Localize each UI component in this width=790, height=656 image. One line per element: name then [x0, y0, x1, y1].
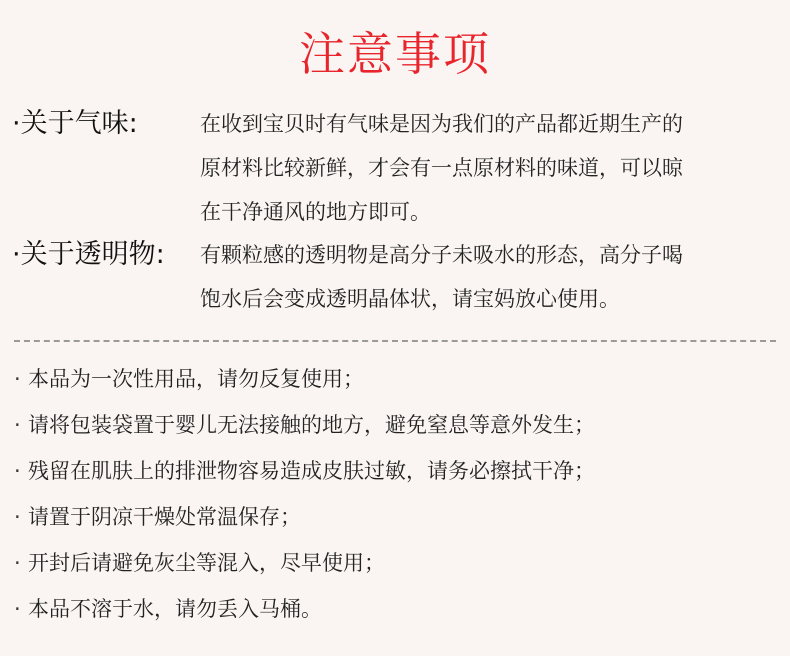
section-label: ·关于透明物: [12, 239, 165, 270]
note-text: 本品为一次性用品，请勿反复使用； [28, 367, 364, 391]
dashed-divider [14, 340, 776, 342]
page-title: 注意事项 [299, 27, 491, 81]
bullet: · [14, 505, 21, 529]
list-item [14, 402, 784, 448]
bullet: · [14, 413, 21, 437]
body-line: 原材料比较新鲜，才会有一点原材料的味道，可以晾 [200, 156, 683, 180]
bullet: · [14, 367, 21, 391]
body-line: 在干净通风的地方即可。 [200, 200, 431, 224]
note-text: 请置于阴凉干燥处常温保存； [28, 505, 301, 529]
list-item [14, 586, 784, 632]
note-text: 残留在肌肤上的排泄物容易造成皮肤过敏，请务必擦拭干净； [28, 459, 595, 483]
bullet: · [14, 597, 21, 621]
note-text: 开封后请避免灰尘等混入，尽早使用； [28, 551, 385, 575]
notes-list [14, 356, 784, 632]
note-text: 本品不溶于水，请勿丢入马桶。 [28, 597, 322, 621]
bullet: · [14, 551, 21, 575]
section-body [200, 102, 785, 234]
bullet: · [14, 459, 21, 483]
list-item [14, 448, 784, 494]
note-text: 请将包装袋置于婴儿无法接触的地方，避免窒息等意外发生； [28, 413, 595, 437]
list-item [14, 540, 784, 586]
section-label: ·关于气味: [12, 108, 138, 139]
list-item [14, 494, 784, 540]
body-line: 有颗粒感的透明物是高分子未吸水的形态，高分子喝 [200, 243, 683, 267]
list-item [14, 356, 784, 402]
section-body [200, 233, 785, 321]
body-line: 在收到宝贝时有气味是因为我们的产品都近期生产的 [200, 112, 683, 136]
body-line: 饱水后会变成透明晶体状，请宝妈放心使用。 [200, 287, 620, 311]
